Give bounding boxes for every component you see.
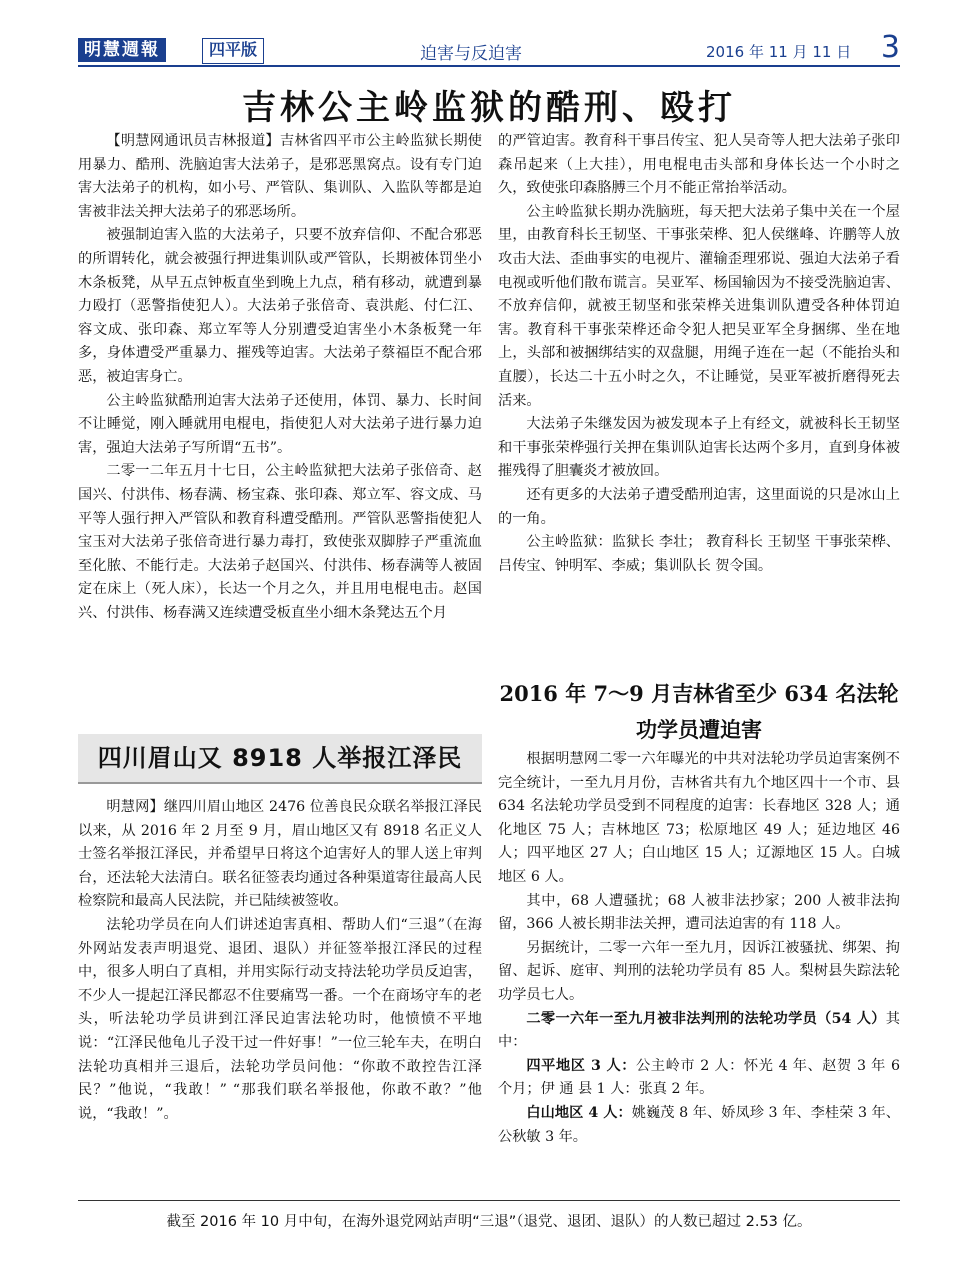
sentenced-heading [498,1008,900,1055]
issue-date: 2016 年 11 月 11 日 [706,43,852,61]
article3-paragraph: 其中，68 人遭骚扰；68 人被非法抄家；200 人被非法拘留，366 人被长期非法关押，遭司法迫害的有 118 人。 [498,892,900,933]
article1-paragraph: 【明慧网通讯员吉林报道】吉林省四平市公主岭监狱长期使用暴力、酷刑、洗脑迫害大法弟子，是邪恶黑窝点。设有专门迫害大法弟子的机构，如小号、严管队、集训队、入监队等都是迫害被非法关押大法弟子的邪恶场所。 [78,133,482,220]
article1-title: 吉林公主岭监狱的酷刑、殴打 [242,88,736,128]
article1-paragraph: 大法弟子朱继发因为被发现本子上有经文，就被科长王韧坚和干事张荣桦强行关押在集训队迫害长达两个多月，直到身体被摧残得了胆囊炎才被放回。 [498,416,900,480]
article1-left-column [78,130,482,625]
masthead-logo: 明慧週報 [78,38,166,62]
baishan-entry [498,1102,900,1149]
article2-paragraph: 明慧网】继四川眉山地区 2476 位善良民众联名举报江泽民以来，从 2016 年 2 月至 9 月，眉山地区又有 8918 名正义人士签名举报江泽民，并希望早日将这个迫害好人的罪人送上审判台，还法轮大法清白。联名征签表均通过各种渠道寄往最高人民检察院和最高人民法院，并已陆续被签收。 [78,799,482,910]
siping-label: 四平地区 3 人： [526,1057,637,1074]
article3-title: 2016 年 7～9 月吉林省至少 634 名法轮功学员遭迫害 [499,681,899,742]
edition-label: 四平版 [202,38,264,64]
article2-paragraph: 法轮功学员在向人们讲述迫害真相、帮助人们“三退”（在海外网站发表声明退党、退团、退队）并征签举报江泽民的过程中，很多人明白了真相，并用实际行动支持法轮功学员反迫害，不少人一提起江泽民都忍不住要痛骂一番。一个在商场守车的老头，听法轮功学员讲到江泽民迫害法轮功时，他愤愤不平地说：“江泽民他龟儿子没干过一件好事！”一位三轮车夫，在明白法轮功真相并三退后，法轮功学员问他：“你敢不敢控告江泽民？”他说，“我敢！” “那我们联名举报他，你敢不敢？”他说，“我敢！”。 [78,916,482,1122]
header-divider [78,65,900,67]
article1-paragraph: 公主岭监狱：监狱长 李壮； 教育科长 王韧坚 干事张荣桦、吕传宝、钟明军、李威；集训队长 贺令国。 [498,534,900,574]
article2-title: 四川眉山又 8918 人举报江泽民 [78,734,482,784]
article1-paragraph: 还有更多的大法弟子遭受酷刑迫害，这里面说的只是冰山上的一角。 [498,486,900,527]
section-title: 迫害与反迫害 [420,44,522,64]
article1-paragraph: 二零一二年五月十七日，公主岭监狱把大法弟子张倍奇、赵国兴、付洪伟、杨春满、杨宝森、张印森、郑立军、容文成、马平等人强行押入严管队和教育科遭受酷刑。严管队恶警指使犯人宝玉对大法弟子张倍奇进行暴力毒打，致使张双脚脖子严重流血至化脓、不能行走。大法弟子赵国兴、付洪伟、杨春满等人被固定在床上（死人床），长达一个月之久，并且用电棍电击。赵国兴、付洪伟、杨春满又连续遭受板直坐小细木条凳达五个月 [78,463,482,621]
footer-note: 截至 2016 年 10 月中旬，在海外退党网站声明“三退”（退党、退团、退队）的人数已超过 2.53 亿。 [166,1214,812,1230]
article3-column [498,748,900,1149]
article1-paragraph: 被强制迫害入监的大法弟子，只要不放弃信仰、不配合邪恶的所谓转化，就会被强行押进集训队或严管队，长期被体罚坐小木条板凳，从早五点钟板直坐到晚上九点，稍有移动，就遭到暴力殴打（恶警指使犯人）。大法弟子张倍奇、袁洪彪、付仁江、容文成、张印森、郑立军等人分别遭受迫害坐小木条板凳一年多，身体遭受严重暴力、摧残等迫害。大法弟子蔡福臣不配合邪恶，被迫害身亡。 [78,227,482,385]
article1-paragraph: 公主岭监狱酷刑迫害大法弟子还使用，体罚、暴力、长时间不让睡觉，刚入睡就用电棍电，指使犯人对大法弟子进行暴力迫害，强迫大法弟子写所谓“五书”。 [78,392,482,456]
article1-right-column [498,130,900,578]
article2-column [78,796,482,1126]
article3-paragraph: 根据明慧网二零一六年曝光的中共对法轮功学员迫害案例不完全统计，一至九月月份，吉林省共有九个地区四十一个市、县 634 名法轮功学员受到不同程度的迫害：长春地区 328 人；通化地区 75 人；吉林地区 73；松原地区 49 人；延边地区 46 人；四平地区 27 人；白山地区 15 人；辽源地区 15 人。白城地区 6 人。 [498,751,900,885]
footer-divider [78,1200,900,1201]
siping-text: 公主岭市 2 人：怀光 4 年、赵贺 3 年 6 个月；伊 通 县 1 人：张真 2 年。 [498,1057,900,1098]
sentenced-heading-suffix: 其中： [498,1010,900,1051]
article3-paragraph: 另据统计，二零一六年一至九月，因诉江被骚扰、绑架、拘留、起诉、庭审、判刑的法轮功学员有 85 人。梨树县失踪法轮功学员七人。 [498,939,900,1003]
page-number: 3 [880,30,900,65]
article1-paragraph: 公主岭监狱长期办洗脑班，每天把大法弟子集中关在一个屋里，由教育科长王韧坚、干事张荣桦、犯人侯继峰、许鹏等人放攻击大法、歪曲事实的电视片、灌输歪理邪说、强迫大法弟子看电视或听他们散布谎言。吴亚军、杨国输因为不接受洗脑迫害、不放弃信仰，就被王韧坚和张荣桦关进集训队遭受各种体罚迫害。教育科干事张荣桦还命令犯人把吴亚军全身捆绑、坐在地上，头部和被捆绑结实的双盘腿，用绳子连在一起（不能抬头和直腰），长达二十五小时之久，不让睡觉，吴亚军被折磨得死去活来。 [498,203,900,409]
sentenced-heading-bold: 二零一六年一至九月被非法判刑的法轮功学员（54 人） [526,1010,886,1027]
baishan-label: 白山地区 4 人： [526,1104,632,1121]
siping-entry [498,1055,900,1102]
baishan-text: 姚巍茂 8 年、娇凤珍 3 年、李桂荣 3 年、公秋敏 3 年。 [498,1104,900,1145]
article1-paragraph: 的严管迫害。教育科干事吕传宝、犯人吴奇等人把大法弟子张印森吊起来（上大挂），用电棍电击头部和身体长达一个小时之久，致使张印森胳膊三个月不能正常抬举活动。 [498,133,900,197]
page-header [78,30,900,66]
